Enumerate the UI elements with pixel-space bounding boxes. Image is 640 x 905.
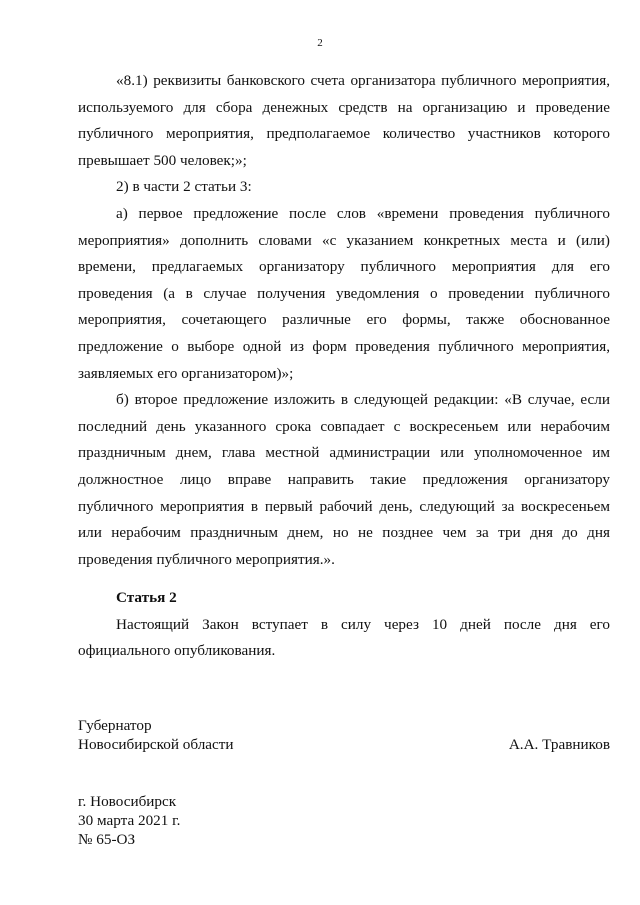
- article-2: [78, 585, 610, 665]
- paragraph-part-2: 2) в части 2 статьи 3:: [116, 178, 252, 196]
- footer-city: г. Новосибирск: [78, 793, 177, 810]
- article-heading: Статья 2: [116, 589, 177, 606]
- document-footer: [78, 792, 378, 849]
- article-text: Настоящий Закон вступает в силу через 10 дней после дня его официального опубликования.: [78, 615, 610, 660]
- paragraph-b: б) второе предложение изложить в следующей редакции: «В случае, если последний день указанного срока совпадает с воскресеньем или нерабочим праздничным днем, глава местной администрации или уполномоченное им должностное лицо вправе направить такие предложения организатору публичного мероприятия в первый рабочий день, следующий за воскресеньем или нерабочим праздничным днем, но не позднее чем за три дня до дня проведения публичного мероприятия.».: [78, 391, 610, 568]
- signatory-title-line1: Губернатор: [78, 717, 152, 734]
- page-number: 2: [317, 37, 323, 49]
- paragraph-8-1: «8.1) реквизиты банковского счета организатора публичного мероприятия, используемого для сбора денежных средств на организацию и проведение публичного мероприятия, предполагаемое количество участников которого превышает 500 человек;»;: [78, 72, 610, 169]
- signature-block: [78, 716, 610, 754]
- signatory-name: А.А. Травников: [508, 736, 610, 753]
- document-body: [78, 68, 610, 573]
- footer-date: 30 марта 2021 г.: [78, 812, 181, 829]
- signatory-title-line2: Новосибирской области: [78, 736, 234, 753]
- paragraph-a: а) первое предложение после слов «времени проведения публичного мероприятия» дополнить словами «с указанием конкретных места и (или) времени, предлагаемых организатору публичного мероприятия для его проведения (а в случае получения уведомления о проведении публичного мероприятия, сочетающего различные его формы, также обоснованное предложение о выборе одной из форм проведения публичного мероприятия, заявляемых его организатором)»;: [78, 204, 610, 382]
- footer-number: № 65-ОЗ: [78, 831, 136, 848]
